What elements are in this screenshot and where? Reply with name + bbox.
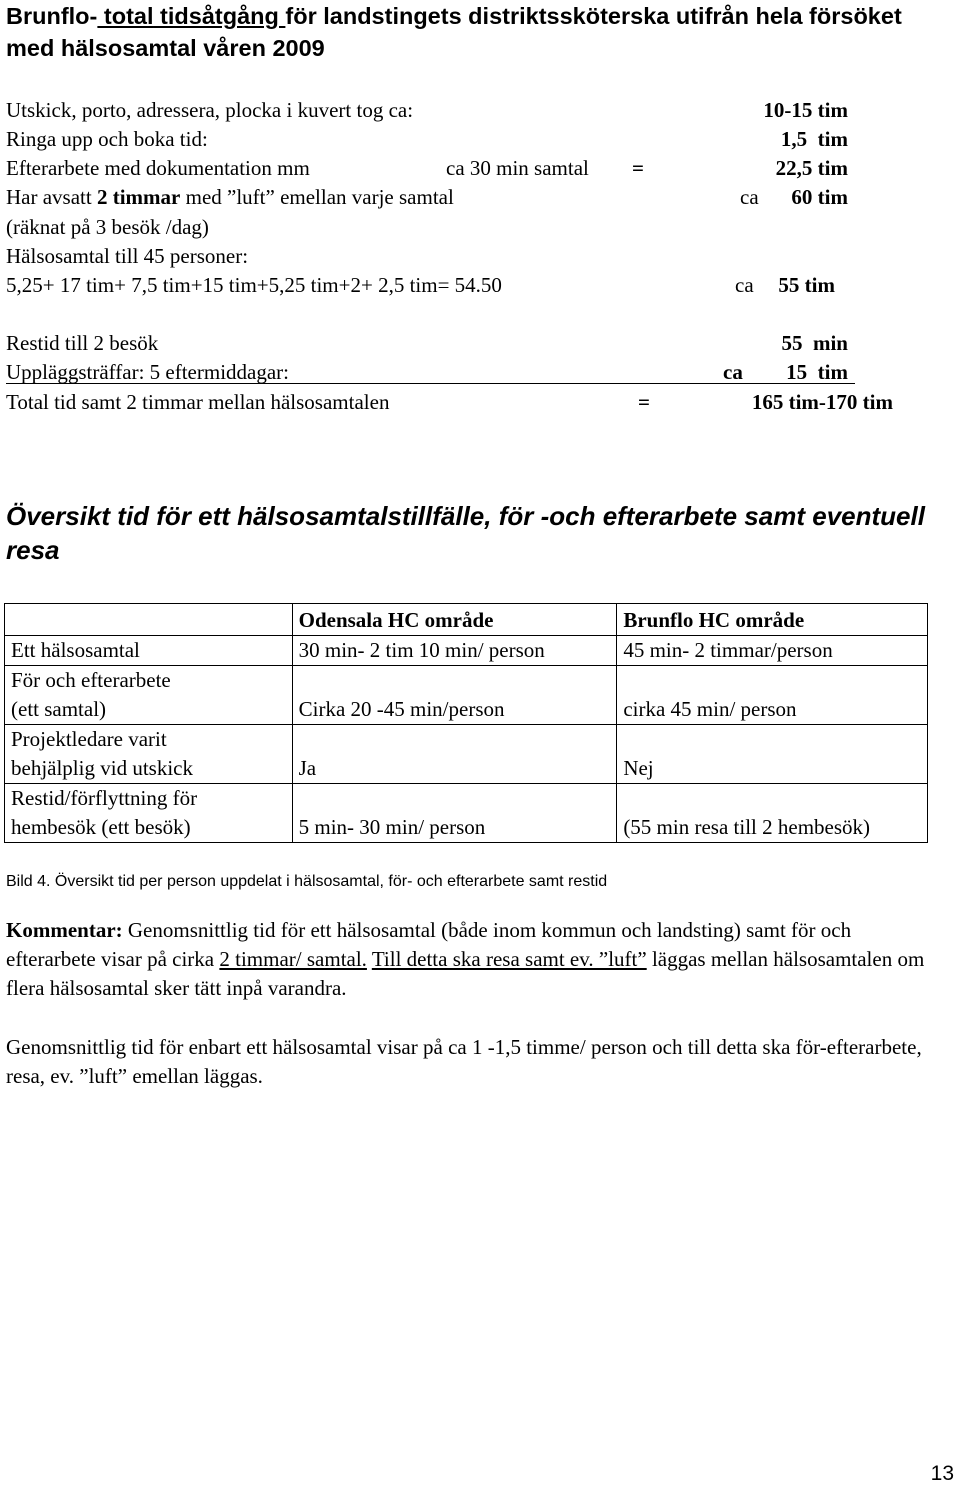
table-header-row [5,604,928,636]
title-part-3: tidsåtgång [153,3,286,29]
page-title [6,0,951,64]
label-line: Ett hälsosamtal [11,638,140,662]
comment-text-1: Genomsnittlig tid för ett hälsosamtal (både inom kommun och landsting) samt för och efterarbete visar på cirka [6,918,852,971]
summary-rule [6,383,855,384]
summary-value-4: 60 tim [791,185,848,209]
table-header-cell: Brunflo HC område [617,604,928,636]
overview-heading: Översikt tid för ett hälsosamtalstillfälle, för -och efterarbete samt eventuell resa [6,501,925,565]
summary-label-10: Total tid samt 2 timmar mellan hälsosamtalen [6,390,390,414]
table-header-cell [5,604,293,636]
summary-mid-3: ca 30 min samtal [446,156,589,180]
summary-eq-3: = [632,156,644,180]
label-line: hembesök (ett besök) [11,815,191,839]
summary-value-2: 1,5 tim [780,127,848,151]
title-part-2: total [97,3,154,29]
summary-value-9: 15 tim [786,360,848,384]
summary-label-4 [6,183,454,212]
paragraph-2: Genomsnittlig tid för enbart ett hälsosamtal visar på ca 1 -1,5 timme/ person och till detta ska för-efterarbete, resa, ev. ”luft” emellan läggas. [6,1035,922,1088]
summary-label-1: Utskick, porto, adressera, plocka i kuvert tog ca: [6,98,414,122]
label-line: behjälplig vid utskick [11,756,193,780]
label-line: (ett samtal) [11,697,107,721]
comment-underline-2: Till detta ska resa samt ev. ”luft” [371,947,647,971]
table-row-label [5,784,293,843]
summary-label-5: (räknat på 3 besök /dag) [6,215,209,239]
summary-eq-10: = [638,390,650,414]
summary-label-4-post: med ”luft” emellan varje samtal [180,185,454,209]
table-cell-odensala: Cirka 20 -45 min/person [292,666,617,725]
comment-underline-1: 2 timmar/ samtal. [219,947,367,971]
table-cell-odensala: Ja [292,725,617,784]
label-line: För och efterarbete [11,668,171,692]
label-line: Restid/förflyttning för [11,786,198,810]
summary-label-9: Uppläggsträffar: 5 eftermiddagar: [6,360,289,384]
summary-label-4-pre: Har avsatt [6,185,97,209]
table-row-label [5,725,293,784]
table-row-label [5,636,293,666]
page-number: 13 [930,1462,954,1485]
summary-label-2: Ringa upp och boka tid: [6,127,208,151]
table-row [5,636,928,666]
comment-paragraph [6,916,946,1003]
table-row [5,725,928,784]
figure-caption: Bild 4. Översikt tid per person uppdelat i hälsosamtal, för- och efterarbete samt restid [6,873,608,890]
table-cell-odensala: 5 min- 30 min/ person [292,784,617,843]
label-line: Projektledare varit [11,727,167,751]
comparison-table [4,603,928,843]
summary-label-8: Restid till 2 besök [6,331,159,355]
summary-value-8: 55 min [781,331,848,355]
table-cell-brunflo: cirka 45 min/ person [617,666,928,725]
summary-ca-4: ca [740,185,759,209]
summary-label-4-bold: 2 timmar [96,185,181,209]
comment-text-2: läggas mellan hälsosamtalen om flera hälsosamtal sker tätt inpå varandra. [6,947,925,1000]
summary-value-3: 22,5 tim [775,156,848,180]
summary-label-7: 5,25+ 17 tim+ 7,5 tim+15 tim+5,25 tim+2+ 2,5 tim= 54.50 [6,273,502,297]
table-cell-brunflo: 45 min- 2 timmar/person [617,636,928,666]
table-header-cell: Odensala HC område [292,604,617,636]
summary-label-6: Hälsosamtal till 45 personer: [6,244,249,268]
summary-ca-9: ca [723,360,743,384]
table-cell-brunflo: Nej [617,725,928,784]
table-row [5,666,928,725]
table-cell-odensala: 30 min- 2 tim 10 min/ person [292,636,617,666]
table-row-label [5,666,293,725]
table-row [5,784,928,843]
summary-label-3: Efterarbete med dokumentation mm [6,156,310,180]
summary-value-10: 165 tim-170 tim [751,390,893,414]
summary-value-1: 10-15 tim [763,98,848,122]
title-part-4: för landstingets distriktssköterska utifrån hela försöket med hälsosamtal våren 2009 [6,3,902,61]
summary-ca-7: ca [735,273,754,297]
title-part-1: Brunflo- [6,3,98,29]
comment-label: Kommentar: [6,918,123,942]
summary-value-7: 55 tim [778,273,835,297]
table-cell-brunflo: (55 min resa till 2 hembesök) [617,784,928,843]
